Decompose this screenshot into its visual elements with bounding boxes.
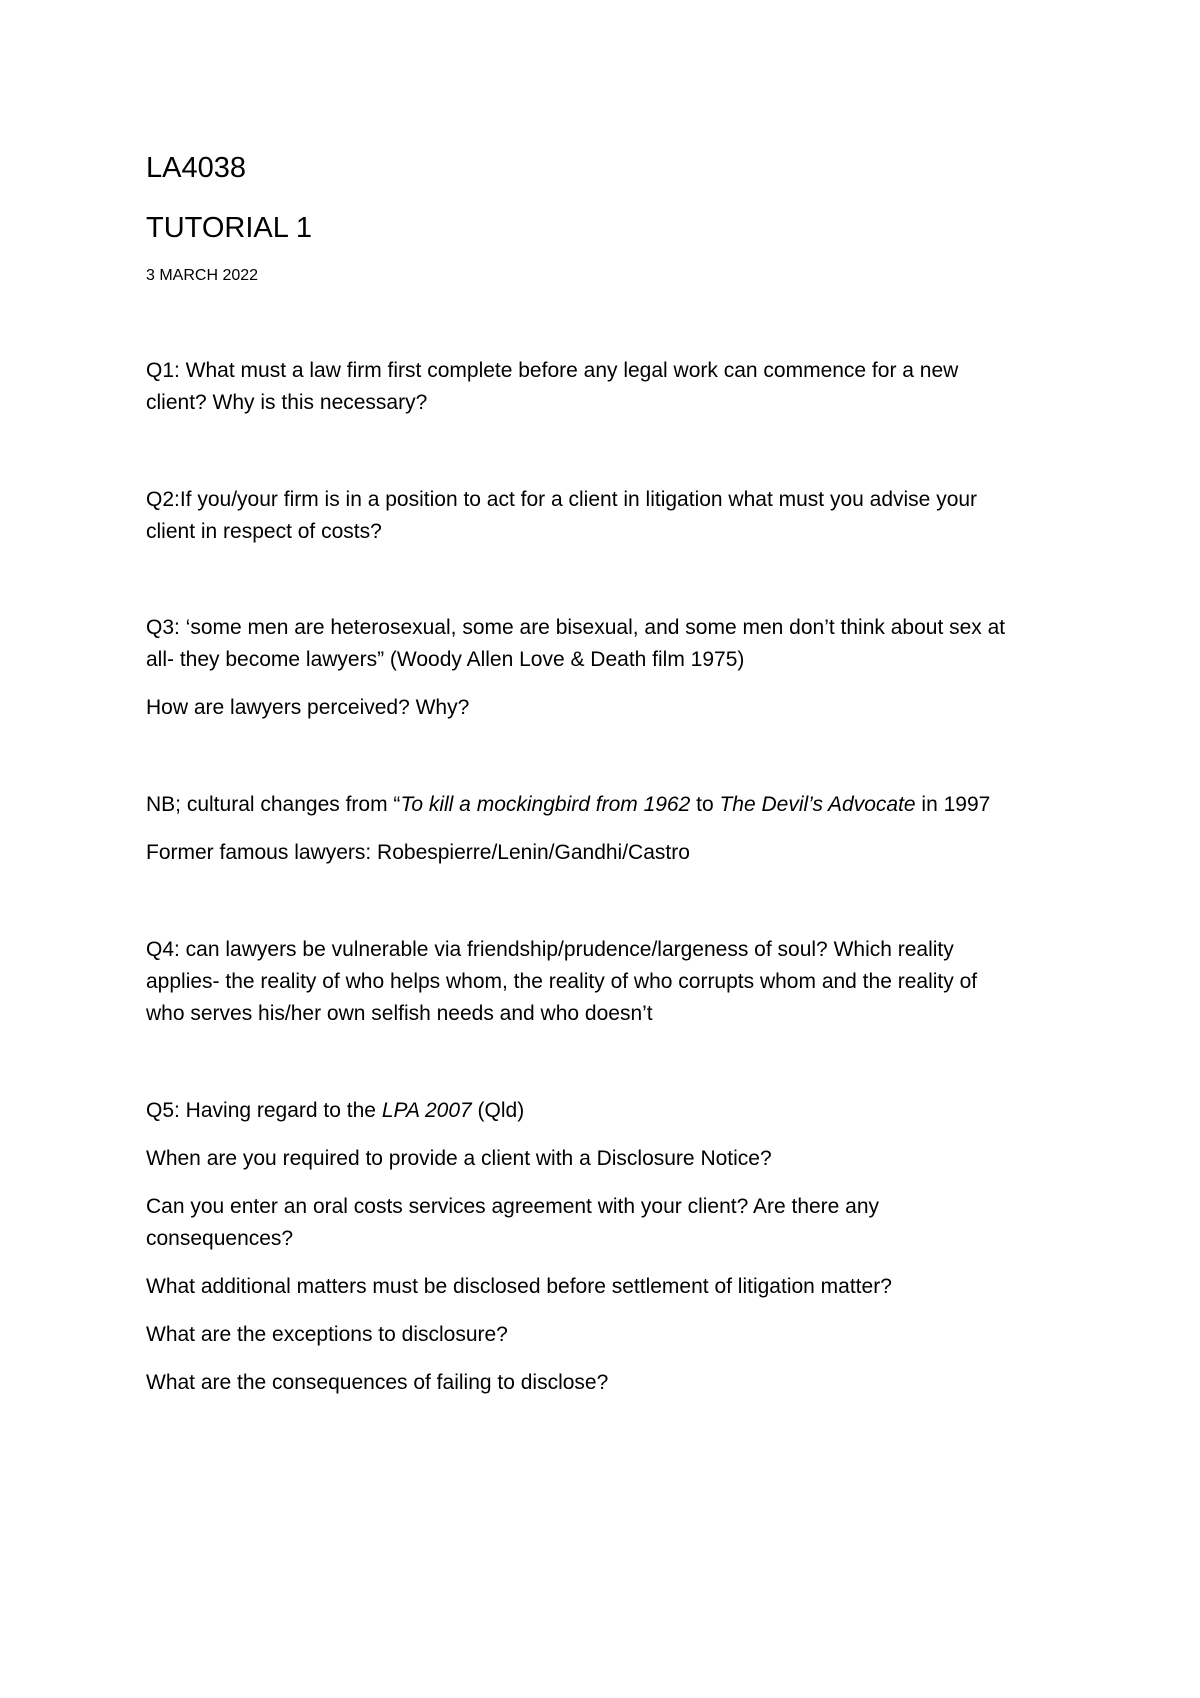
q5-sub-1: When are you required to provide a client with a Disclosure Notice? xyxy=(146,1147,772,1170)
nb-film-1: To kill a mockingbird from 1962 xyxy=(400,793,691,816)
q1-line-2: client? Why is this necessary? xyxy=(146,391,428,414)
q5-heading xyxy=(146,1096,1086,1126)
q4-line-3: who serves his/her own selfish needs and who doesn’t xyxy=(146,1002,653,1025)
q5-prefix: Q5: Having regard to the xyxy=(146,1099,382,1122)
q5-sub-3: What additional matters must be disclosed before settlement of litigation matter? xyxy=(146,1275,892,1298)
tutorial-date: 3 MARCH 2022 xyxy=(146,267,259,284)
q3-line-3: How are lawyers perceived? Why? xyxy=(146,696,470,719)
nb-suffix: in 1997 xyxy=(915,793,991,816)
q5-sub-4: What are the exceptions to disclosure? xyxy=(146,1323,508,1346)
famous-lawyers: Former famous lawyers: Robespierre/Lenin/Gandhi/Castro xyxy=(146,841,690,864)
q3-line-2: all- they become lawyers” (Woody Allen Love & Death film 1975) xyxy=(146,648,745,671)
q4-line-2: applies- the reality of who helps whom, the reality of who corrupts whom and the reality of xyxy=(146,970,978,993)
nb-prefix: NB; cultural changes from “ xyxy=(146,793,401,816)
course-code: LA4038 xyxy=(146,152,246,184)
q4-line-1: Q4: can lawyers be vulnerable via friendship/prudence/largeness of soul? Which reality xyxy=(146,938,954,961)
q5-suffix: (Qld) xyxy=(471,1099,525,1122)
q5-sub-2-line-2: consequences? xyxy=(146,1227,294,1250)
q5-act: LPA 2007 xyxy=(381,1099,472,1122)
q5-sub-2-line-1: Can you enter an oral costs services agreement with your client? Are there any xyxy=(146,1195,880,1218)
q2-line-1: Q2:If you/your firm is in a position to act for a client in litigation what must you advise your xyxy=(146,488,978,511)
nb-film-2: The Devil’s Advocate xyxy=(719,793,916,816)
q3-line-1: Q3: ‘some men are heterosexual, some are bisexual, and some men don’t think about sex at xyxy=(146,616,1006,639)
q2-line-2: client in respect of costs? xyxy=(146,520,382,543)
nb-to: to xyxy=(690,793,720,816)
nb-cultural-changes xyxy=(146,790,1086,820)
q1-line-1: Q1: What must a law firm first complete before any legal work can commence for a new xyxy=(146,359,959,382)
tutorial-title: TUTORIAL 1 xyxy=(146,212,312,244)
q5-sub-5: What are the consequences of failing to disclose? xyxy=(146,1371,609,1394)
